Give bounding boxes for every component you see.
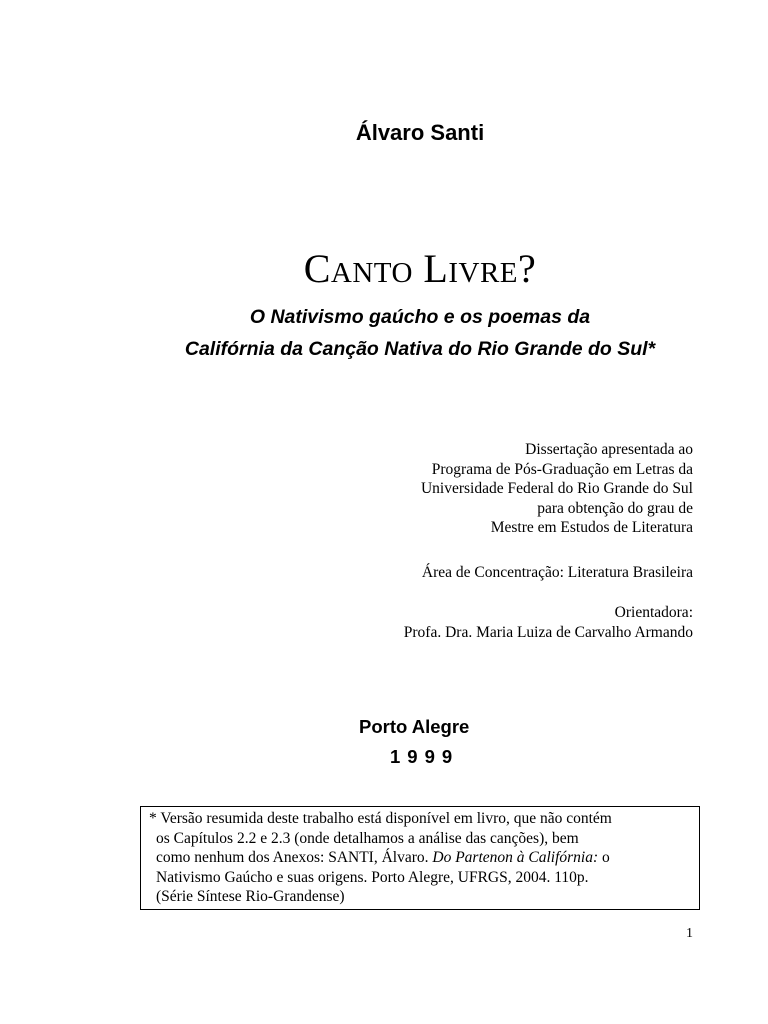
year: 1999	[390, 746, 460, 767]
title-initial-c: C	[303, 246, 331, 291]
footnote-line-3-tail: o	[598, 849, 610, 866]
footnote-line-3	[149, 848, 691, 868]
footnote-box	[140, 806, 700, 910]
book-title: Do Partenon à Califórnia:	[432, 849, 599, 866]
dissertation-line: Dissertação apresentada ao	[525, 441, 693, 458]
author-name: Álvaro Santi	[355, 120, 485, 145]
advisor-label: Orientadora:	[614, 604, 693, 621]
footnote-line-4: Nativismo Gaúcho e suas origens. Porto Alegre, UFRGS, 2004. 110p.	[156, 868, 589, 886]
title-question-mark: ?	[518, 246, 537, 291]
dissertation-statement	[273, 440, 693, 538]
title-initial-l: L	[423, 246, 449, 291]
title-smallcaps-2: IVRE	[448, 257, 519, 289]
footnote-line-2: os Capítulos 2.2 e 2.3 (onde detalhamos a análise das canções), bem	[156, 829, 579, 847]
city: Porto Alegre	[359, 716, 470, 737]
advisor-block	[273, 603, 693, 642]
advisor-name: Profa. Dra. Maria Luiza de Carvalho Armando	[403, 623, 693, 641]
dissertation-line: Programa de Pós-Graduação em Letras da	[431, 460, 693, 478]
title-smallcaps-1: ANTO	[330, 257, 413, 289]
document-title	[0, 245, 768, 292]
footnote-line-3-text: como nenhum dos Anexos: SANTI, Álvaro.	[156, 849, 433, 866]
title-space	[413, 246, 424, 291]
dissertation-line: Universidade Federal do Rio Grande do Sul	[420, 480, 693, 497]
subtitle-line-2: Califórnia da Canção Nativa do Rio Grande do Sul*	[184, 338, 656, 360]
page-number: 1	[686, 926, 693, 941]
footnote-line-5: (Série Síntese Rio-Grandense)	[156, 888, 345, 905]
dissertation-line: Mestre em Estudos de Literatura	[490, 519, 693, 536]
concentration-area: Área de Concentração: Literatura Brasileira	[421, 564, 693, 581]
footnote-line-1: * Versão resumida deste trabalho está disponível em livro, que não contém	[149, 810, 612, 827]
subtitle-line-1: O Nativismo gaúcho e os poemas da	[249, 306, 591, 328]
document-subtitle	[0, 301, 768, 365]
dissertation-line: para obtenção do grau de	[537, 499, 693, 517]
